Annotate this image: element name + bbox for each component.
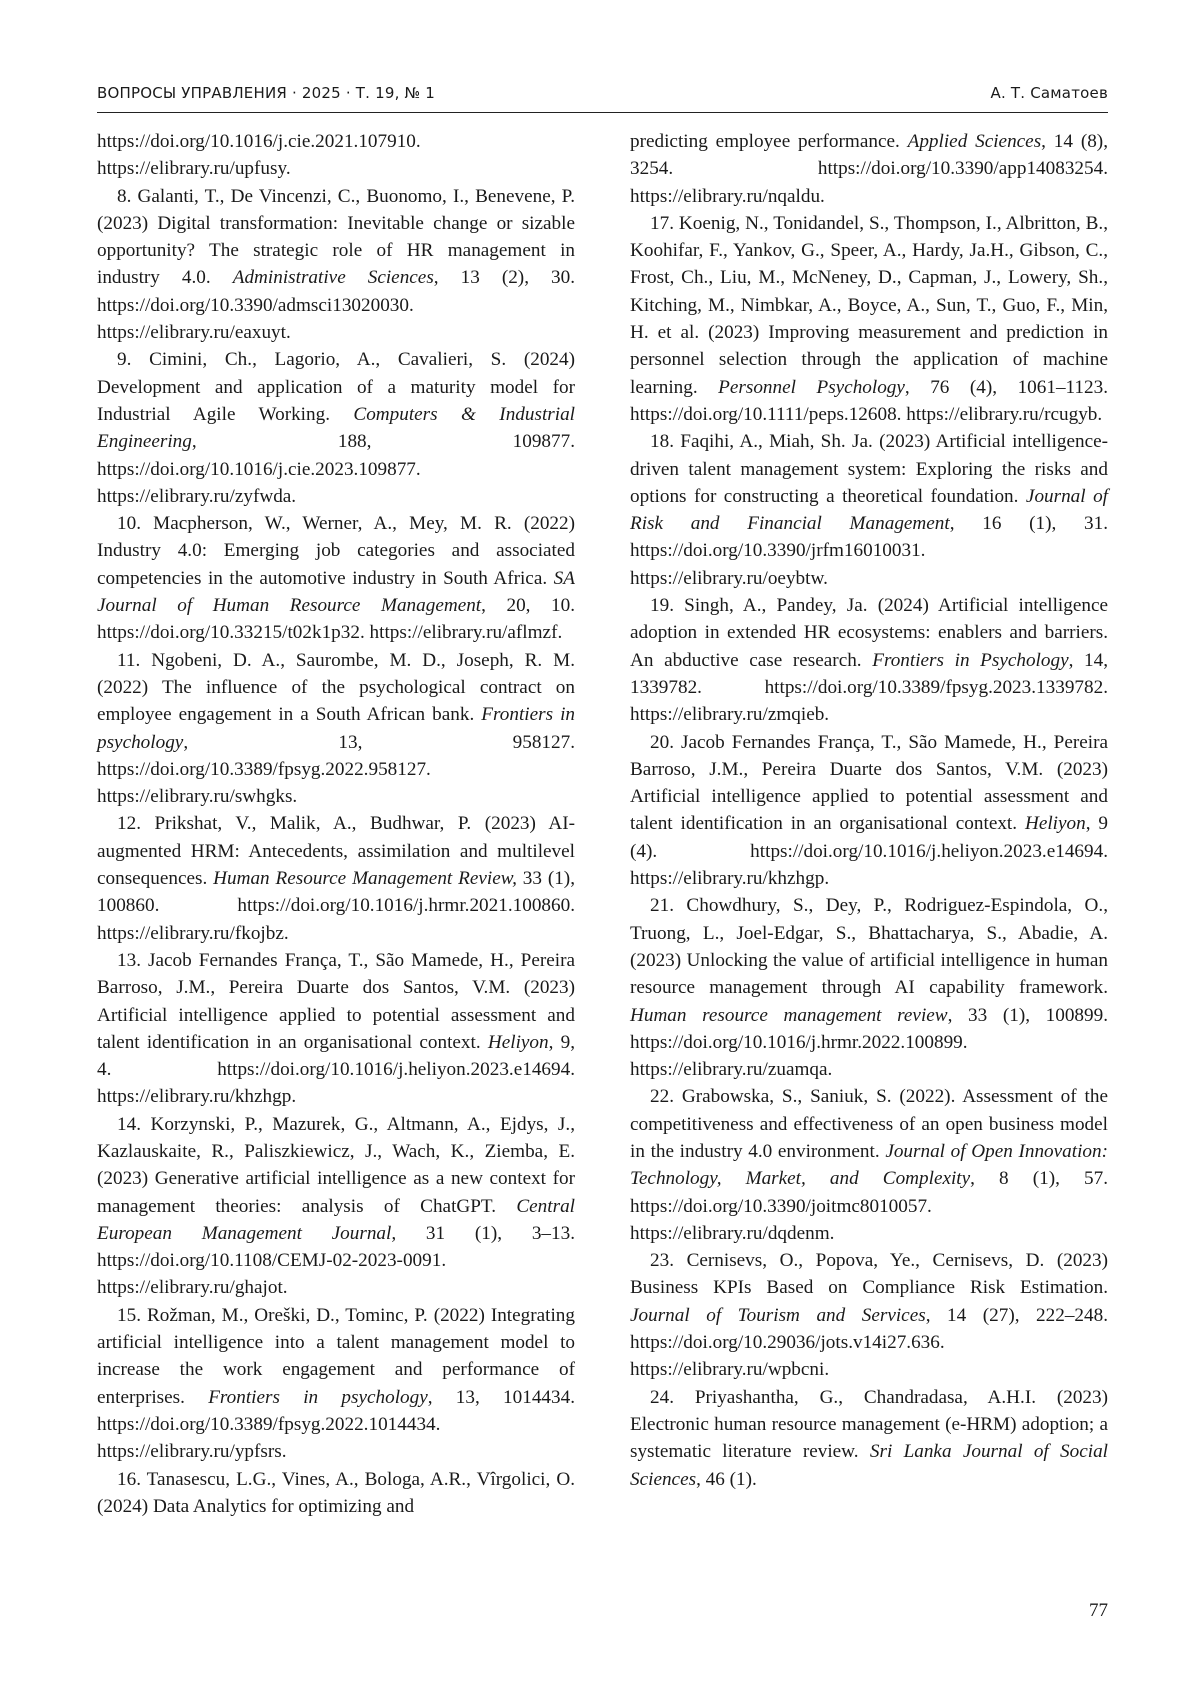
reference-journal: Computers & Industrial Engineering bbox=[97, 404, 575, 452]
reference-continuation bbox=[97, 128, 575, 183]
reference-text: , 33 (1), 100899. https://doi.org/10.1016/j.hrmr.2022.100899. https://elibrary.ru/zuamqa. bbox=[630, 1005, 1108, 1081]
reference-entry bbox=[97, 1302, 575, 1466]
reference-entry bbox=[97, 510, 575, 646]
reference-journal: Heliyon bbox=[1025, 813, 1086, 834]
reference-entry bbox=[630, 1247, 1108, 1383]
reference-entry bbox=[97, 346, 575, 510]
reference-journal: Frontiers in Psychology bbox=[872, 650, 1068, 671]
reference-text: 14. Korzynski, P., Mazurek, G., Altmann, A., Ejdys, J., Kazlauskaite, R., Paliszkiewicz, J., Wach, K., Ziemba, E. (2023) Generative artificial intelligence as a new context for management theories: analysis of ChatGPT. bbox=[97, 1114, 575, 1217]
reference-text: 33 (1), 100860. https://doi.org/10.1016/j.hrmr.2021.100860. https://elibrary.ru/fkojbz. bbox=[97, 868, 575, 944]
reference-journal: SA Journal of Human Resource Management bbox=[97, 568, 575, 616]
reference-journal: Journal of Open Innovation: Technology, Market, and Complexity bbox=[630, 1141, 1108, 1189]
reference-text: 20. Jacob Fernandes França, T., São Mamede, H., Pereira Barroso, J.M., Pereira Duarte dos Santos, V.M. (2023) Artificial intelligence applied to potential assessment and talent identification in an organisational context. bbox=[630, 732, 1108, 835]
reference-entry bbox=[630, 1384, 1108, 1493]
references-right-column bbox=[630, 128, 1108, 1493]
reference-text: 24. Priyashantha, G., Chandradasa, A.H.I. (2023) Electronic human resource management (e-HRM) adoption; a systematic literature review. bbox=[630, 1387, 1108, 1463]
reference-entry bbox=[630, 210, 1108, 428]
reference-entry bbox=[630, 428, 1108, 592]
running-header bbox=[97, 80, 1108, 113]
reference-text: 21. Chowdhury, S., Dey, P., Rodriguez-Espindola, O., Truong, L., Joel-Edgar, S., Bhattacharya, S., Abadie, A. (2023) Unlocking the value of artificial intelligence in human resource management through AI capability framework. bbox=[630, 895, 1108, 998]
references-left-column bbox=[97, 128, 575, 1520]
reference-journal: Human resource management review bbox=[630, 1005, 948, 1026]
reference-journal: Central European Management Journal, bbox=[97, 1196, 575, 1244]
reference-text: , 14 (8), 3254. https://doi.org/10.3390/app14083254. https://elibrary.ru/nqaldu. bbox=[630, 131, 1108, 207]
reference-journal: Journal of Risk and Financial Management bbox=[630, 486, 1108, 534]
page-number: 77 bbox=[1070, 1600, 1108, 1622]
reference-journal: Human Resource Management Review, bbox=[213, 868, 517, 889]
reference-text: 19. Singh, A., Pandey, Ja. (2024) Artificial intelligence adoption in extended HR ecosystems: enablers and barriers. An abductive case research. bbox=[630, 595, 1108, 671]
reference-journal: Personnel Psychology bbox=[718, 377, 905, 398]
reference-text: , 76 (4), 1061–1123. https://doi.org/10.1111/peps.12608. https://elibrary.ru/rcugyb. bbox=[630, 377, 1108, 425]
reference-entry bbox=[97, 183, 575, 347]
reference-text: , 14, 1339782. https://doi.org/10.3389/fpsyg.2023.1339782. https://elibrary.ru/zmqieb. bbox=[630, 650, 1108, 726]
reference-text: 11. Ngobeni, D. A., Saurombe, M. D., Joseph, R. M. (2022) The influence of the psychological contract on employee engagement in a South African bank. bbox=[97, 650, 575, 726]
reference-continuation bbox=[630, 128, 1108, 210]
reference-entry bbox=[630, 592, 1108, 728]
reference-text: predicting employee performance. bbox=[630, 131, 908, 152]
reference-text: https://doi.org/10.1016/j.cie.2021.107910. https://elibrary.ru/upfusy. bbox=[97, 131, 421, 179]
reference-text: , 13, 1014434. https://doi.org/10.3389/fpsyg.2022.1014434. https://elibrary.ru/ypfsrs. bbox=[97, 1387, 575, 1463]
reference-text: 17. Koenig, N., Tonidandel, S., Thompson, I., Albritton, B., Koohifar, F., Yankov, G., Speer, A., Hardy, Ja.H., Gibson, C., Frost, Ch., Liu, M., McNeney, D., Capman, J., Lowery, Sh., Kitching, M., Nimbkar, A., Boyce, A., Sun, T., Guo, F., Min, H. et al. (2023) Improving measurement and prediction in personnel selection through the application of machine learning. bbox=[630, 213, 1108, 398]
reference-journal: Administrative Sciences bbox=[233, 267, 434, 288]
reference-entry bbox=[630, 892, 1108, 1083]
reference-text: , 13 (2), 30. https://doi.org/10.3390/admsci13020030. https://elibrary.ru/eaxuyt. bbox=[97, 267, 575, 343]
reference-journal: Journal of Tourism and Services bbox=[630, 1305, 926, 1326]
reference-journal: Applied Sciences bbox=[908, 131, 1042, 152]
reference-entry bbox=[97, 1111, 575, 1302]
reference-text: , 16 (1), 31. https://doi.org/10.3390/jrfm16010031. https://elibrary.ru/oeybtw. bbox=[630, 513, 1108, 589]
reference-text: , 14 (27), 222–248. https://doi.org/10.29036/jots.v14i27.636. https://elibrary.ru/wpbcni. bbox=[630, 1305, 1108, 1381]
reference-text: , 9, 4. https://doi.org/10.1016/j.heliyon.2023.e14694. https://elibrary.ru/khzhgp. bbox=[97, 1032, 575, 1108]
journal-title: ВОПРОСЫ УПРАВЛЕНИЯ · 2025 · Т. 19, № 1 bbox=[97, 84, 435, 102]
reference-text: , 46 (1). bbox=[696, 1469, 757, 1490]
reference-journal: Frontiers in psychology bbox=[97, 704, 575, 752]
reference-text: 10. Macpherson, W., Werner, A., Mey, M. R. (2022) Industry 4.0: Emerging job categories and associated competencies in the automotive industry in South Africa. bbox=[97, 513, 575, 589]
reference-text: 16. Tanasescu, L.G., Vines, A., Bologa, A.R., Vîrgolici, O. (2024) Data Analytics for optimizing and bbox=[97, 1469, 575, 1517]
author-name: А. Т. Саматоев bbox=[991, 84, 1108, 102]
reference-text: , 9 (4). https://doi.org/10.1016/j.heliyon.2023.e14694. https://elibrary.ru/khzhgp. bbox=[630, 813, 1108, 889]
reference-text: , 13, 958127. https://doi.org/10.3389/fpsyg.2022.958127. https://elibrary.ru/swhgks. bbox=[97, 732, 575, 808]
reference-journal: Sri Lanka Journal of Social Sciences bbox=[630, 1441, 1108, 1489]
reference-entry bbox=[630, 1083, 1108, 1247]
reference-text: , 8 (1), 57. https://doi.org/10.3390/joitmc8010057. https://elibrary.ru/dqdenm. bbox=[630, 1168, 1108, 1244]
reference-text: 22. Grabowska, S., Saniuk, S. (2022). Assessment of the competitiveness and effectiveness of an open business model in the industry 4.0 environment. bbox=[630, 1086, 1108, 1162]
reference-text: 9. Cimini, Ch., Lagorio, A., Cavalieri, S. (2024) Development and application of a maturity model for Industrial Agile Working. bbox=[97, 349, 575, 425]
reference-text: 31 (1), 3–13. https://doi.org/10.1108/CEMJ-02-2023-0091. https://elibrary.ru/ghajot. bbox=[97, 1223, 575, 1299]
reference-text: 8. Galanti, T., De Vincenzi, C., Buonomo, I., Benevene, P. (2023) Digital transformation: Inevitable change or sizable opportunity? The strategic role of HR management in industry 4.0. bbox=[97, 186, 575, 289]
reference-text: 15. Rožman, M., Oreški, D., Tominc, P. (2022) Integrating artificial intelligence into a talent management model to increase the work engagement and performance of enterprises. bbox=[97, 1305, 575, 1408]
reference-journal: Heliyon bbox=[488, 1032, 549, 1053]
reference-text: 23. Cernisevs, O., Popova, Ye., Cernisevs, D. (2023) Business KPIs Based on Compliance Risk Estimation. bbox=[630, 1250, 1108, 1298]
reference-entry bbox=[97, 810, 575, 946]
reference-text: 13. Jacob Fernandes França, T., São Mamede, H., Pereira Barroso, J.M., Pereira Duarte dos Santos, V.M. (2023) Artificial intelligence applied to potential assessment and talent identification in an organisational context. bbox=[97, 950, 575, 1053]
reference-text: , 20, 10. https://doi.org/10.33215/t02k1p32. https://elibrary.ru/aflmzf. bbox=[97, 595, 575, 643]
reference-text: 18. Faqihi, A., Miah, Sh. Ja. (2023) Artificial intelligence-driven talent management system: Exploring the risks and options for constructing a theoretical foundation. bbox=[630, 431, 1108, 507]
reference-journal: Frontiers in psychology bbox=[208, 1387, 428, 1408]
reference-entry bbox=[97, 947, 575, 1111]
reference-entry bbox=[97, 1466, 575, 1521]
reference-entry bbox=[630, 729, 1108, 893]
reference-entry bbox=[97, 647, 575, 811]
reference-text: 12. Prikshat, V., Malik, A., Budhwar, P. (2023) AI-augmented HRM: Antecedents, assimilation and multilevel consequences. bbox=[97, 813, 575, 889]
reference-text: , 188, 109877. https://doi.org/10.1016/j.cie.2023.109877. https://elibrary.ru/zyfwda. bbox=[97, 431, 575, 507]
